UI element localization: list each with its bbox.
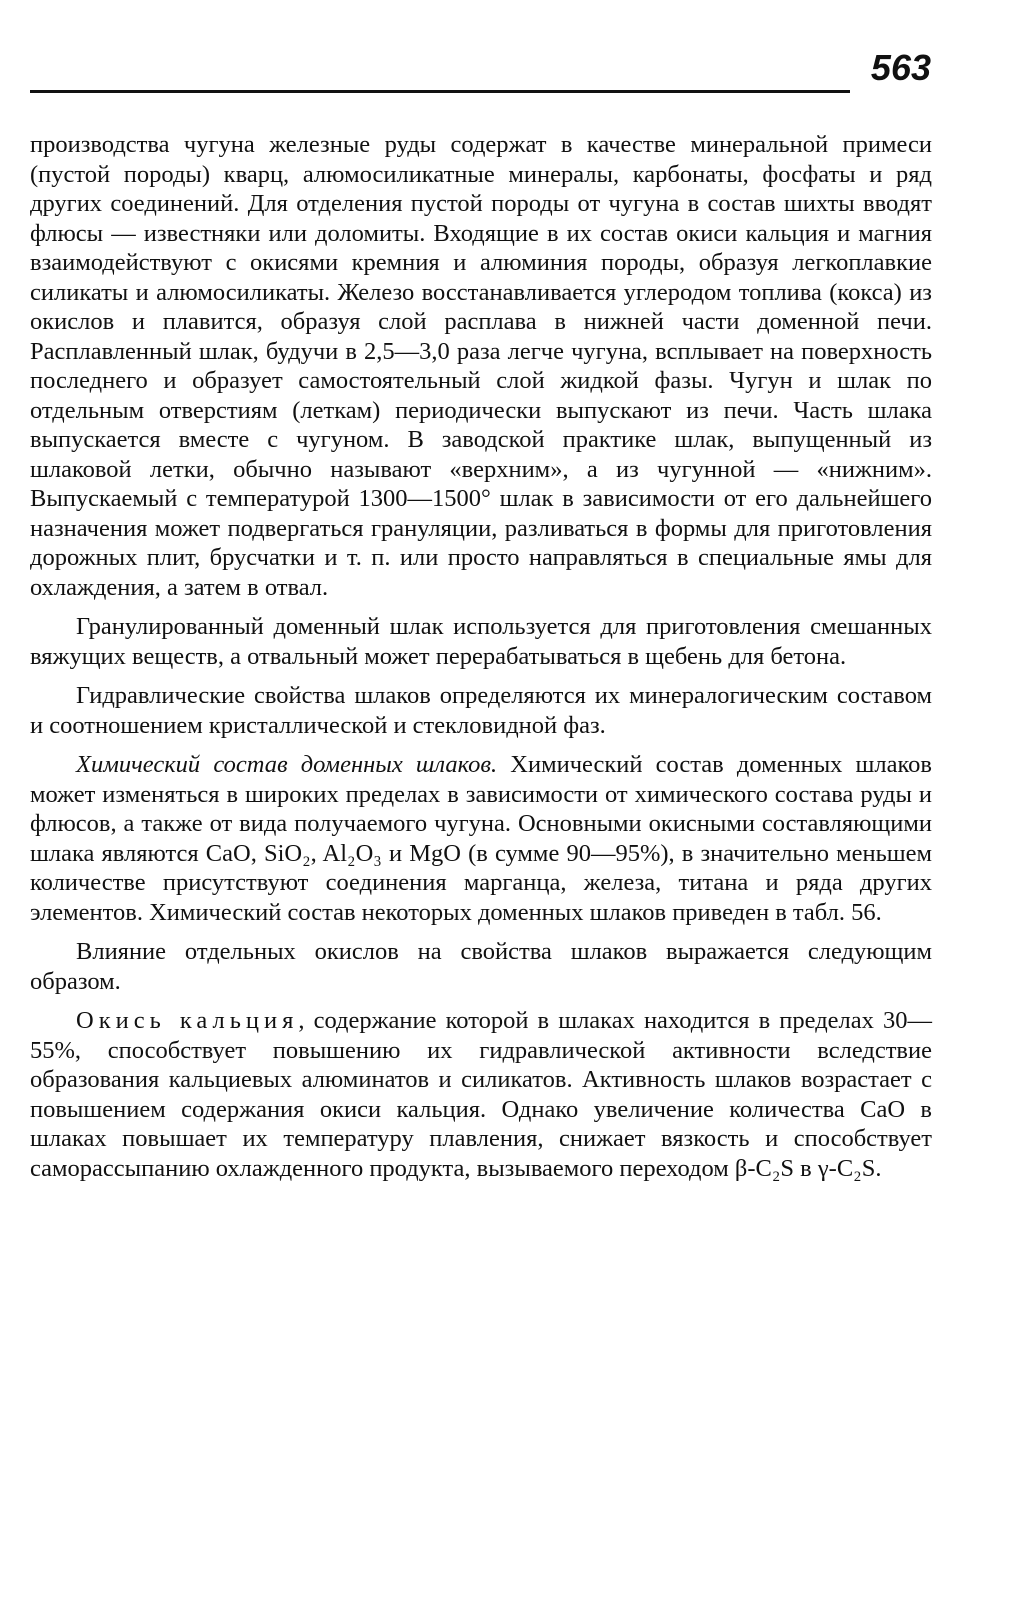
paragraph-text: Влияние отдельных окислов на свойства шлаков выражается следующим образом. bbox=[30, 938, 932, 995]
paragraph-hydraulic-properties bbox=[30, 681, 932, 740]
paragraph-oxide-influence bbox=[30, 937, 932, 996]
paragraph-text: Химический состав доменных шлаков может изменяться в широких пределах в зависимости от химического состава руды и флюсов, а также от вида получаемого чугуна. Основными окисными составляющими шлака являются CaO, SiO₂, Al₂O₃ и MgO (в сумме 90—95%), в значительно меньшем количестве присутствуют соединения марганца, железа, титана и ряда других элементов. Химический состав некоторых доменных шлаков приведен в табл. 56. bbox=[30, 751, 932, 926]
section-lead-heading: Химический состав доменных шлаков. bbox=[76, 751, 498, 778]
page-number: 563 bbox=[870, 47, 931, 88]
page-header bbox=[30, 40, 935, 96]
paragraph-text: , содержание которой в шлаках находится в пределах 30—55%, способствует повышению их гидравлической активности вследствие образования кальциевых алюминатов и силикатов. Активность шлаков возрастает с повышением содержания окиси кальция. Однако увеличение количества CaO в шлаках повышает их температуру плавления, снижает вязкость и способствует саморассыпанию охлажденного продукта, вызываемого переходом β-C₂S в γ-C₂S. bbox=[30, 1007, 932, 1182]
paragraph-text: Гидравлические свойства шлаков определяются их минералогическим составом и соотношением кристаллической и стекловидной фаз. bbox=[30, 682, 932, 739]
paragraph-text: Гранулированный доменный шлак используется для приготовления смешанных вяжущих веществ, а отвальный может перерабатываться в щебень для бетона. bbox=[30, 613, 932, 670]
header-rule bbox=[30, 90, 850, 93]
paragraph-text: производства чугуна железные руды содержат в качестве минеральной примеси (пустой породы) кварц, алюмосиликатные минералы, карбонаты, фосфаты и ряд других соединений. Для отделения пустой породы от чугуна в состав шихты вводят флюсы — известняки или доломиты. Входящие в их состав окиси кальция и магния взаимодействуют с окисями кремния и алюминия породы, образуя легкоплавкие силикаты и алюмосиликаты. Железо восстанавливается углеродом топлива (кокса) из окислов и плавится, образуя слой расплава в нижней части доменной печи. Расплавленный шлак, будучи в 2,5—3,0 раза легче чугуна, всплывает на поверхность последнего и образует самостоятельный слой жидкой фазы. Чугун и шлак по отдельным отверстиям (леткам) периодически выпускают из печи. Часть шлака выпускается вместе с чугуном. В заводской практике шлак, выпущенный из шлаковой летки, обычно называют «верхним», а из чугунной — «нижним». Выпускаемый с температурой 1300—1500° шлак в зависимости от его дальнейшего назначения может подвергаться грануляции, разливаться в формы для приготовления дорожных плит, брусчатки и т. п. или просто направляться в специальные ямы для охлаждения, а затем в отвал. bbox=[30, 131, 932, 601]
paragraph-chemical-composition bbox=[30, 750, 932, 927]
paragraph-granulated-slag bbox=[30, 612, 932, 671]
body-text bbox=[30, 130, 932, 1193]
paragraph-calcium-oxide bbox=[30, 1006, 932, 1183]
paragraph-blast-furnace-process bbox=[30, 130, 932, 602]
spaced-term: Окись кальция bbox=[76, 1007, 299, 1034]
